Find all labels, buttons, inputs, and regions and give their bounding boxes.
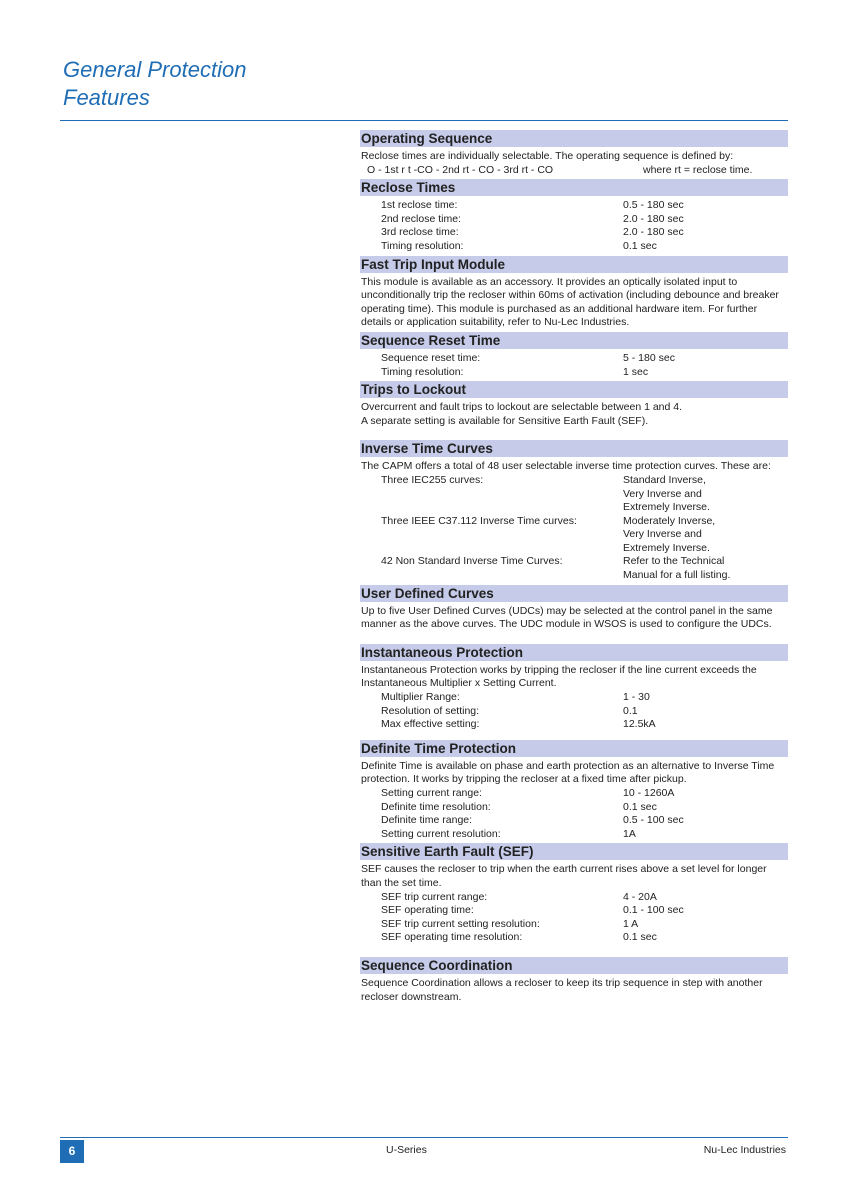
spec-value: 0.1 sec	[623, 239, 657, 252]
spec-value-line: Moderately Inverse,	[623, 514, 716, 527]
spec-value: 0.1	[623, 704, 638, 717]
spec-label: 42 Non Standard Inverse Time Curves:	[381, 555, 563, 568]
section-text: SEF causes the recloser to trip when the earth current rises above a set level for longer than the set time.	[361, 863, 767, 889]
section-fast-trip	[360, 256, 788, 330]
section-text-line-1: Overcurrent and fault trips to lockout are selectable between 1 and 4.	[361, 401, 683, 414]
section-heading: User Defined Curves	[360, 585, 788, 602]
spec-label: Multiplier Range:	[381, 691, 460, 704]
section-text: This module is available as an accessory. It provides an optically isolated input to unconditionally trip the recloser within 60ms of activation (including debounce and breaker operating time). This module is purchased as an additional hardware item. For further details or application suitability, refer to Nu-Lec Industries.	[361, 275, 779, 329]
section-heading: Reclose Times	[360, 179, 788, 196]
spec-value	[623, 515, 788, 556]
section-heading: Sequence Coordination	[360, 957, 788, 974]
spec-label: 1st reclose time:	[381, 199, 458, 212]
spec-label: Setting current resolution:	[381, 827, 501, 840]
spec-label: Timing resolution:	[381, 239, 464, 252]
footer-product-name: U-Series	[386, 1144, 427, 1156]
spec-value: 12.5kA	[623, 718, 656, 731]
spec-value: 0.5 - 180 sec	[623, 199, 684, 212]
spec-value-line: Manual for a full listing.	[623, 569, 731, 582]
section-text: Definite Time is available on phase and earth protection as an alternative to Inverse Time protection. It works by tripping the recloser at a fixed time after pickup.	[361, 759, 775, 786]
section-text: Sequence Coordination allows a recloser to keep its trip sequence in step with another recloser downstream.	[361, 976, 763, 1003]
section-heading: Inverse Time Curves	[360, 440, 788, 457]
spec-value: 1 sec	[623, 365, 649, 378]
spec-value	[623, 474, 788, 515]
section-text: Reclose times are individually selectable. The operating sequence is defined by:	[361, 150, 734, 162]
section-user-defined-curves	[360, 585, 788, 642]
spec-value: 2.0 - 180 sec	[623, 212, 684, 225]
spec-row	[360, 515, 788, 556]
spec-value-line: Very Inverse and	[623, 487, 702, 500]
spec-label: Definite time resolution:	[381, 800, 491, 813]
spec-row	[360, 801, 788, 815]
spec-label: Resolution of setting:	[381, 704, 480, 717]
section-sequence-coordination	[360, 957, 788, 1004]
spec-label: Setting current range:	[381, 787, 482, 799]
spec-row	[360, 226, 788, 240]
spec-value: 0.1 - 100 sec	[623, 904, 684, 917]
spec-label: Three IEC255 curves:	[381, 473, 484, 486]
spec-label: 3rd reclose time:	[381, 226, 459, 239]
page-number: 6	[60, 1140, 84, 1163]
spec-row	[360, 931, 788, 945]
footer-divider	[60, 1137, 788, 1138]
page-title-line-1: General Protection	[63, 57, 247, 82]
section-text: Up to five User Defined Curves (UDCs) may be selected at the control panel in the same manner as the above curves. The UDC module in WSOS is used to configure the UDCs.	[361, 604, 773, 631]
spec-row	[360, 213, 788, 227]
spec-value: 4 - 20A	[623, 890, 657, 903]
sequence-row	[360, 164, 788, 178]
spec-label: Max effective setting:	[381, 718, 480, 731]
spec-row	[360, 705, 788, 719]
spec-row	[360, 718, 788, 732]
section-text: The CAPM offers a total of 48 user selectable inverse time protection curves. These are:	[361, 460, 771, 473]
section-sequence-reset	[360, 332, 788, 379]
spec-value: 0.5 - 100 sec	[623, 814, 684, 827]
section-inverse-time-curves	[360, 440, 788, 582]
spec-label: Definite time range:	[381, 814, 473, 827]
section-sensitive-earth-fault	[360, 843, 788, 955]
spec-row	[360, 240, 788, 254]
spec-row	[360, 828, 788, 842]
title-divider	[60, 120, 788, 121]
main-content	[360, 128, 788, 1004]
spec-row	[360, 555, 788, 582]
section-heading: Operating Sequence	[360, 130, 788, 147]
spec-value: 1 - 30	[623, 691, 650, 704]
section-heading: Sequence Reset Time	[360, 332, 788, 349]
spec-row	[360, 691, 788, 705]
spec-value-line: Very Inverse and	[623, 528, 702, 541]
spec-value-line: Extremely Inverse.	[623, 501, 710, 514]
spec-row	[360, 366, 788, 380]
spec-value: 1A	[623, 827, 636, 840]
spec-value: 1 A	[623, 917, 639, 930]
spec-value: 10 - 1260A	[623, 787, 675, 799]
section-heading: Definite Time Protection	[360, 740, 788, 757]
spec-row	[360, 814, 788, 828]
section-trips-lockout	[360, 381, 788, 438]
section-heading: Sensitive Earth Fault (SEF)	[360, 843, 788, 860]
spec-row	[360, 918, 788, 932]
footer-company-name: Nu-Lec Industries	[703, 1144, 786, 1156]
spec-row	[360, 199, 788, 213]
spec-row	[360, 474, 788, 515]
spec-label: SEF trip current range:	[381, 890, 488, 903]
spec-row	[360, 904, 788, 918]
section-definite-time-protection	[360, 740, 788, 842]
page-title	[63, 56, 246, 112]
spec-label: Timing resolution:	[381, 365, 464, 378]
spec-row	[360, 891, 788, 905]
spec-row	[360, 352, 788, 366]
section-reclose-times	[360, 179, 788, 253]
spec-value-line: Refer to the Technical	[623, 555, 725, 568]
spec-label: SEF operating time resolution:	[381, 931, 523, 944]
page-title-line-2: Features	[63, 85, 150, 110]
spec-value	[623, 555, 788, 582]
spec-label: 2nd reclose time:	[381, 212, 461, 225]
section-heading: Instantaneous Protection	[360, 644, 788, 661]
section-text: Instantaneous Protection works by tripping the recloser if the line current exceeds the Instantaneous Multiplier x Setting Current.	[361, 663, 757, 690]
spec-value: 2.0 - 180 sec	[623, 226, 684, 239]
sequence-definition: O - 1st r t -CO - 2nd rt - CO - 3rd rt - CO	[367, 163, 554, 176]
spec-label: Sequence reset time:	[381, 351, 481, 364]
section-heading: Trips to Lockout	[360, 381, 788, 398]
spec-label: SEF trip current setting resolution:	[381, 917, 540, 930]
spec-value-line: Standard Inverse,	[623, 473, 706, 486]
spec-value-line: Extremely Inverse.	[623, 541, 710, 554]
spec-label: Three IEEE C37.112 Inverse Time curves:	[381, 514, 577, 527]
sequence-note: where rt = reclose time.	[643, 163, 753, 176]
section-operating-sequence	[360, 130, 788, 177]
spec-label: SEF operating time:	[381, 904, 474, 917]
section-text-line-2: A separate setting is available for Sensitive Earth Fault (SEF).	[361, 414, 649, 427]
section-heading: Fast Trip Input Module	[360, 256, 788, 273]
spec-value: 5 - 180 sec	[623, 351, 675, 364]
section-instantaneous-protection	[360, 644, 788, 738]
spec-value: 0.1 sec	[623, 931, 657, 944]
spec-value: 0.1 sec	[623, 800, 657, 813]
spec-row	[360, 787, 788, 801]
